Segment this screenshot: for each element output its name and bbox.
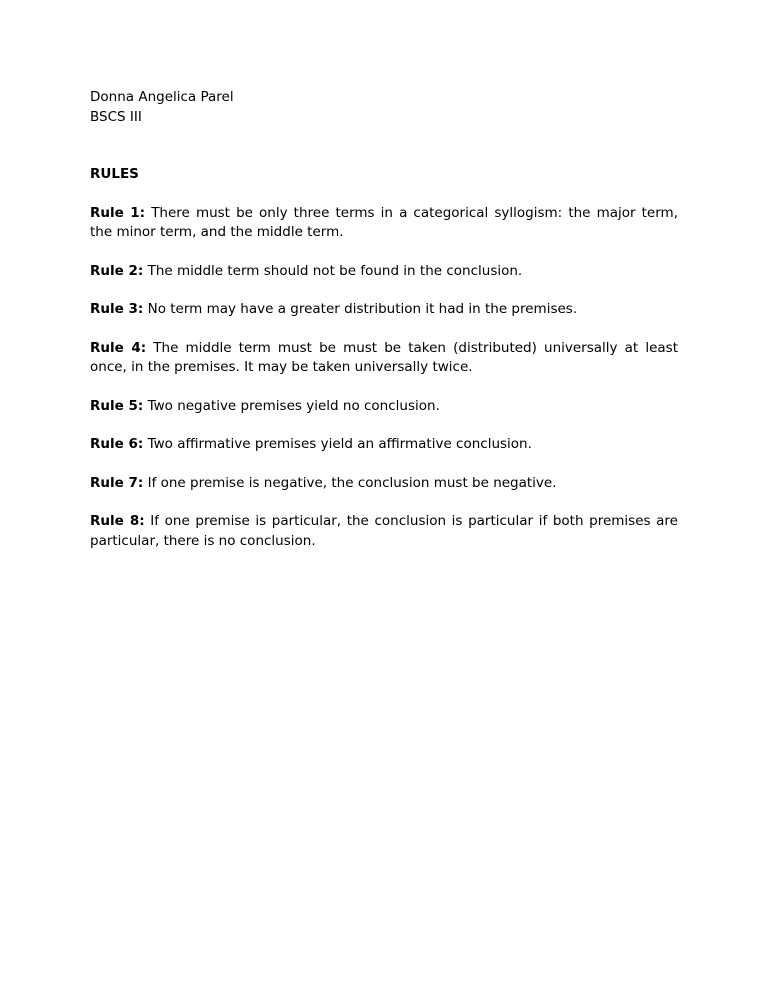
rule-6 xyxy=(90,435,678,455)
rule-text: Two negative premises yield no conclusion. xyxy=(147,397,440,414)
rule-text: The middle term should not be found in the conclusion. xyxy=(147,262,523,279)
rule-7 xyxy=(90,474,678,494)
rule-1 xyxy=(90,204,678,243)
rule-text: No term may have a greater distribution it had in the premises. xyxy=(147,301,578,317)
rule-label: Rule 3: xyxy=(90,301,144,317)
rule-label: Rule 5: xyxy=(90,397,144,414)
rule-text: The middle term must be must be taken (distributed) universally at least once, in the premises. It may be taken universally twice. xyxy=(90,339,678,375)
rule-text: There must be only three terms in a categorical syllogism: the major term, the minor term, and the middle term. xyxy=(90,204,678,240)
rule-text: If one premise is particular, the conclusion is particular if both premises are particular, there is no conclusion. xyxy=(90,513,678,549)
rule-label: Rule 8: xyxy=(90,513,145,529)
rule-2 xyxy=(90,262,678,282)
author-block xyxy=(90,88,678,127)
rule-text: Two affirmative premises yield an affirmative conclusion. xyxy=(147,436,532,452)
rule-label: Rule 7: xyxy=(90,474,144,491)
course-label: BSCS III xyxy=(90,108,142,125)
rule-text: If one premise is negative, the conclusion must be negative. xyxy=(147,474,557,491)
document-heading: RULES xyxy=(90,166,139,182)
rule-label: Rule 2: xyxy=(90,262,144,279)
rule-4 xyxy=(90,339,678,378)
rule-3 xyxy=(90,300,678,320)
author-name: Donna Angelica Parel xyxy=(90,89,234,105)
rule-label: Rule 6: xyxy=(90,436,144,452)
document-page xyxy=(90,88,678,551)
rule-label: Rule 1: xyxy=(90,204,146,221)
rule-label: Rule 4: xyxy=(90,339,147,356)
rule-5 xyxy=(90,397,678,417)
rule-8 xyxy=(90,512,678,551)
